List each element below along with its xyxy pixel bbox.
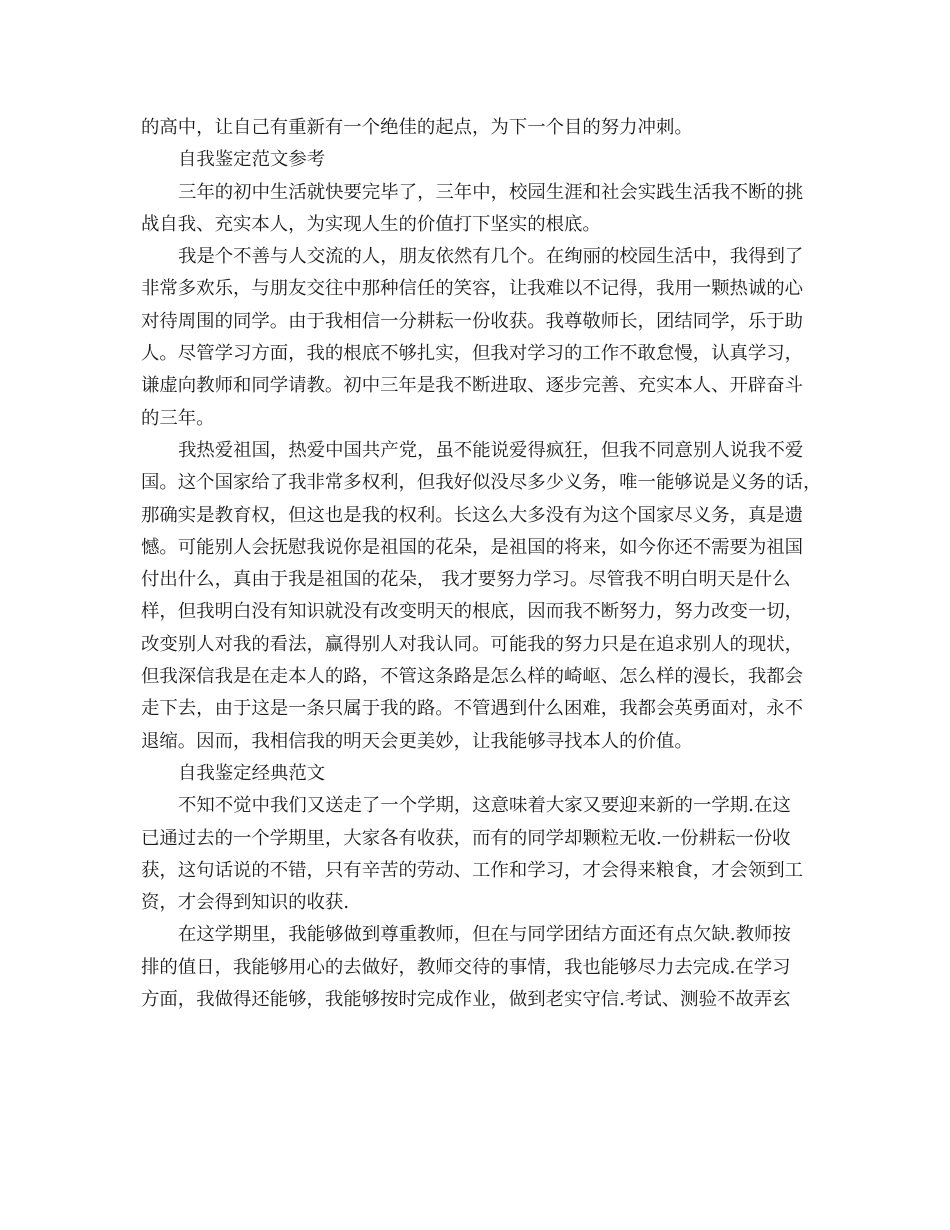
text-line: 国。这个国家给了我非常多权利，但我好似没尽多少义务，唯一能够说是义务的话，: [141, 472, 822, 494]
text-line: 谦虚向教师和同学请教。初中三年是我不断进取、逐步完善、充实本人、开辟奋斗: [141, 375, 804, 397]
text-line: 付出什么，真由于我是祖国的花朵， 我才要努力学习。尽管我不明白明天是什么: [141, 569, 791, 591]
text-line: 不知不觉中我们又送走了一个学期，这意味着大家又要迎来新的一学期.在这: [178, 795, 791, 817]
section-heading: 自我鉴定经典范文: [178, 762, 326, 784]
text-line: 憾。可能别人会抚慰我说你是祖国的花朵，是祖国的将来，如今你还不需要为祖国: [141, 536, 804, 558]
text-line: 人。尽管学习方面，我的根底不够扎实，但我对学习的工作不敢怠慢，认真学习，: [141, 343, 804, 365]
text-line: 资，才会得到知识的收获.: [141, 892, 350, 914]
text-line: 战自我、充实本人，为实现人生的价值打下坚实的根底。: [141, 213, 601, 235]
text-line: 我热爱祖国，热爱中国共产党，虽不能说爱得疯狂，但我不同意别人说我不爱: [178, 439, 804, 461]
text-line: 样，但我明白没有知识就没有改变明天的根底，因而我不断努力，努力改变一切，: [141, 601, 804, 623]
text-line: 对待周围的同学。由于我相信一分耕耘一份收获。我尊敬师长，团结同学，乐于助: [141, 310, 804, 332]
text-line: 退缩。因而，我相信我的明天会更美妙，让我能够寻找本人的价值。: [141, 730, 693, 752]
text-line: 改变别人对我的看法，赢得别人对我认同。可能我的努力只是在追求别人的现状，: [141, 633, 804, 655]
text-line: 那确实是教育权，但这也是我的权利。长这么大多没有为这个国家尽义务，真是遗: [141, 504, 804, 526]
text-line: 获，这句话说的不错，只有辛苦的劳动、工作和学习，才会得来粮食，才会领到工: [141, 859, 804, 881]
text-line: 在这学期里，我能够做到尊重教师，但在与同学团结方面还有点欠缺.教师按: [178, 924, 791, 946]
text-line: 的高中，让自己有重新有一个绝佳的起点，为下一个目的努力冲刺。: [141, 117, 693, 138]
text-line: 我是个不善与人交流的人，朋友依然有几个。在绚丽的校园生活中，我得到了: [178, 246, 804, 268]
text-line: 走下去，由于这是一条只属于我的路。不管遇到什么困难，我都会英勇面对，永不: [141, 698, 804, 720]
text-line: 排的值日，我能够用心的去做好，教师交待的事情，我也能够尽力去完成.在学习: [141, 956, 791, 978]
text-line: 非常多欢乐，与朋友交往中那种信任的笑容，让我难以不记得，我用一颗热诚的心: [141, 278, 804, 300]
text-line: 的三年。: [141, 407, 215, 429]
text-line: 已通过去的一个学期里，大家各有收获，而有的同学却颗粒无收.一份耕耘一份收: [141, 827, 791, 849]
text-line: 三年的初中生活就快要完毕了，三年中，校园生涯和社会实践生活我不断的挑: [178, 181, 804, 203]
section-heading: 自我鉴定范文参考: [178, 149, 326, 171]
document-body: [141, 112, 821, 1016]
text-line: 但我深信我是在走本人的路，不管这条路是怎么样的崎岖、怎么样的漫长，我都会: [141, 666, 804, 688]
text-line: 方面，我做得还能够，我能够按时完成作业，做到老实守信.考试、测验不故弄玄: [141, 989, 791, 1011]
